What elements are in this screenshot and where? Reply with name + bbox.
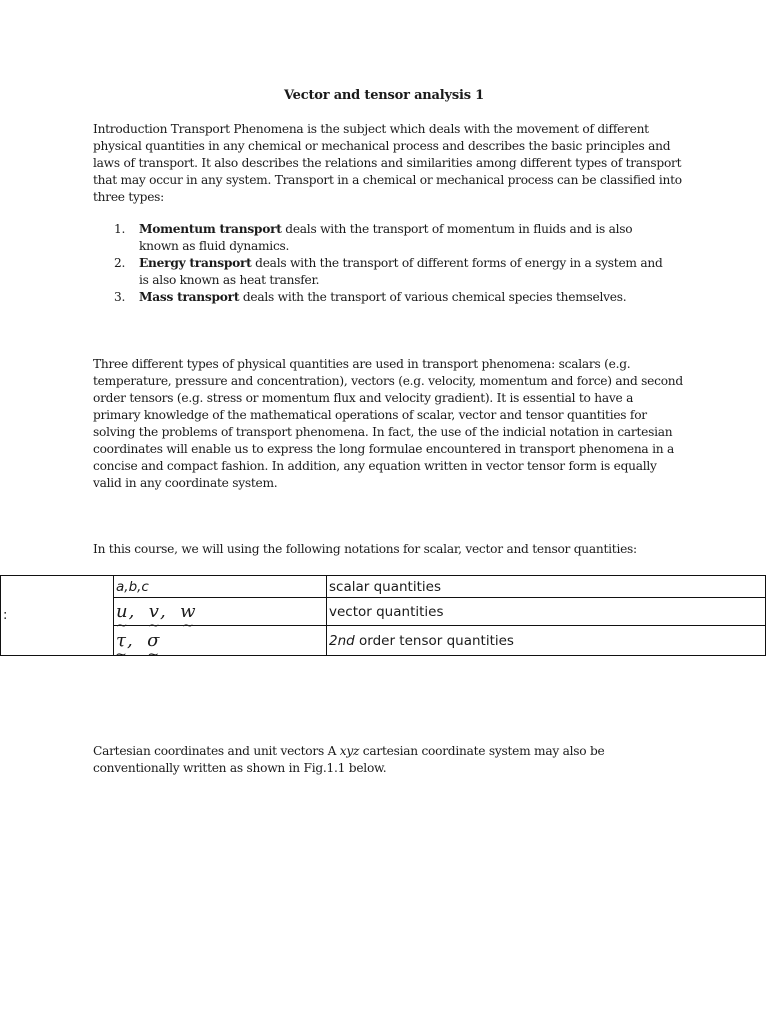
list-description: deals with the transport of various chemical species themselves. [239, 290, 627, 304]
tilde-icon: ~ [147, 618, 161, 634]
list-description: deals with the transport of different forms of energy in a system and is also known as heat transfer. [139, 256, 663, 287]
vector-u: u ~ [115, 601, 129, 634]
tensor-tau: τ ~ [115, 630, 128, 663]
list-description: deals with the transport of momentum in fluids and is also known as fluid dynamics. [139, 222, 633, 253]
tilde-icon: ~ [115, 618, 129, 634]
tilde-icon: ~ [181, 618, 195, 634]
list-item [93, 289, 673, 306]
transport-types-list [93, 221, 673, 306]
tilde-icon: ~ [147, 647, 161, 663]
intro-paragraph: Introduction Transport Phenomena is the subject which deals with the movement of different physical quantities in any chemical or mechanical process and describes the basic principles and laws of transport. It also describes the relations and similarities among different types of transport that may occur in any system. Transport in a chemical or mechanical process can be classified into three types: [93, 122, 682, 204]
list-number: 3. [114, 290, 126, 304]
tensor-sigma: σ ~ [147, 630, 161, 663]
list-term: Energy transport [139, 256, 252, 270]
list-term: Momentum transport [139, 222, 282, 236]
list-item [93, 255, 673, 289]
tensor-meaning [327, 626, 766, 656]
notation-intro-paragraph: In this course, we will using the following notations for scalar, vector and tensor quantities: [93, 542, 637, 556]
tensor-symbols: τ ~ , σ ~ [114, 626, 327, 656]
list-number: 2. [114, 256, 126, 270]
vector-w: w ~ [180, 601, 197, 634]
tensor-meaning-text: order tensor quantities [354, 632, 514, 649]
vector-v: v ~ [147, 601, 161, 634]
quantities-paragraph: Three different types of physical quantities are used in transport phenomena: scalars (e.g. temperature, pressure and concentration), vectors (e.g. velocity, momentum and force) and second order tensors (e.g. stress or momentum flux and velocity gradient). It is essential to have a primary knowledge of the mathematical operations of scalar, vector and tensor quantities for solving the problems of transport phenomena. In fact, the use of the indicial notation in cartesian coordinates will enable us to express the long formulae encountered in transport phenomena in a concise and compact fashion. In addition, any equation written in vector tensor form is equally valid in any coordinate system. [93, 357, 683, 490]
list-term: Mass transport [139, 290, 240, 304]
table-row [1, 598, 766, 626]
tilde-icon: ~ [115, 647, 128, 663]
notation-table [0, 575, 766, 663]
scalar-symbols: a,b,c [114, 576, 327, 598]
list-item [93, 221, 673, 255]
cartesian-paragraph [93, 743, 683, 777]
page-title: Vector and tensor analysis 1 [283, 88, 485, 103]
table-row [1, 576, 766, 598]
table-marker-cell: : [1, 576, 114, 656]
cartesian-text-a: Cartesian coordinates and unit vectors A [93, 744, 340, 758]
vector-meaning: vector quantities [327, 598, 766, 626]
table-row [1, 626, 766, 656]
order-prefix: 2nd [329, 632, 355, 649]
cartesian-text-b: cartesian coordinate system may also be conventionally written as shown in Fig.1.1 below. [93, 744, 605, 775]
scalar-meaning: scalar quantities [327, 576, 766, 598]
list-number: 1. [114, 222, 126, 236]
xyz-italic: xyz [339, 744, 360, 758]
vector-symbols: u ~ , v ~ , w ~ [114, 598, 327, 626]
